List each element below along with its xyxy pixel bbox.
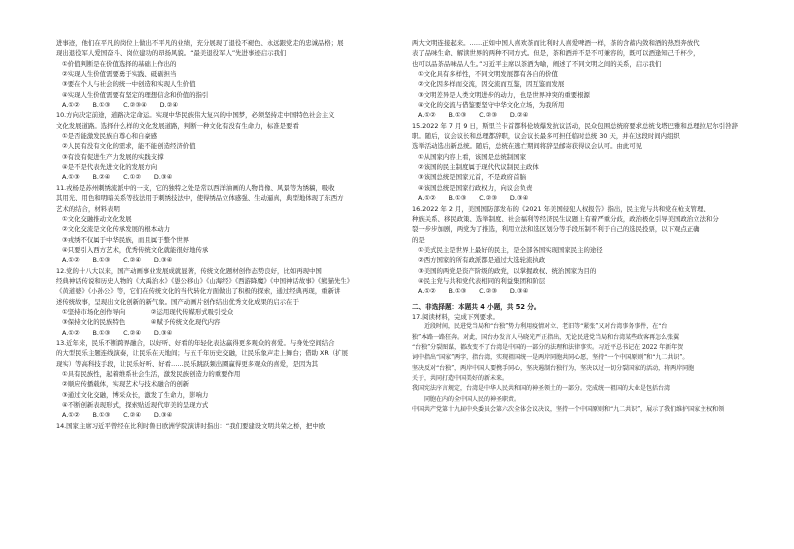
material-text: 近段时间，民进党当局和“台独”势力利用疫情对立、老旧等“紧张”又对台湾事务事件，在“台 [424, 323, 668, 331]
option-line: ④不断创新表现形式，探索贴近现代审美的呈现方式 [62, 401, 209, 410]
option-line: ②西方国家的所有政派都是通过大选轮流执政 [418, 256, 546, 265]
material-text: 关于，共同打造中国美好的新未来。 [412, 375, 509, 382]
option-line: ①坚持市场化创作导向 ②运用现代传媒形式吸引受众 [62, 307, 234, 316]
section-heading: 二、非选择题：本题共 4 小题，共 52 分。 [412, 302, 541, 311]
text-line: 也可以品茶品味品人生。”习近平主席以茶酒为喻，阐述了不同文明之间的关系，启示我们 [412, 59, 662, 68]
material-text: 我国宪法序言规定，台湾是中华人民共和国的神圣领土的一部分。完成统一祖国的大业是包括台湾 [412, 385, 671, 393]
material-text: “台独”分裂图谋，都改变不了台湾是中国的一部分的法理和法律事实。习近平总书记在 2022 年新年贺 [412, 343, 684, 351]
material-text: 坚决反对“台独”，两岸中国人要携手同心，坚决遏制台独行为，坚决以过一切分裂国家的活动，将两岸同胞 [412, 364, 695, 372]
option-line: ①是否能激发民族自尊心和自豪感 [62, 132, 158, 141]
option-line: ①文化具有多样性，不同文明发展都有各自的价值 [418, 70, 558, 79]
answer-choices: A.①② B.①③ C.②④ D.③④ [62, 256, 173, 265]
text-line: 的大型民乐主题连线演奏，让民乐在天地间；与五千年历史交融，让民乐象声走上舞台；借助 XR（扩展 [56, 349, 349, 358]
option-line: ②该国的民主制度属于现代代议制民主政体 [418, 163, 539, 172]
text-line: 选举活动选出新总统。随后，总统在逃亡期间将辞呈邮寄获得议会认可。由此可见 [412, 142, 643, 151]
text-line: 职。随后，议会议长和总理都辞职，议会议长最多可担任临时总统 30 天，并在这段时间内组织 [412, 132, 680, 141]
option-line: ①文化交融推动文化发展 [62, 214, 132, 223]
text-line: 的是 [412, 235, 425, 244]
text-line: 裂一步步加剧，两党为了推选，利用立法和选区划分等手段压制不利于自己的选民投票，以下观点正确 [412, 225, 700, 234]
option-line: ④该国总统是国家行政权力，向议会负责 [418, 183, 533, 192]
option-line: ④只要引入西方艺术，优秀传统文化就能很好地传承 [62, 245, 209, 254]
question-line: 14.国家主席习近平曾经在比利时鲁日欧洲学院演讲时指出：“我们要建设文明共荣之桥，把中欧 [56, 421, 326, 430]
option-line: ③要在个人与社会的统一中创造和实现人生价值 [62, 80, 196, 89]
option-line: ②顺应传播载体，实现艺术与技术融合的创新 [62, 380, 190, 389]
option-line: ②文化交流是文化传承发展的根本动力 [62, 225, 170, 234]
option-line: ②实现人生价值需要勇于实践、砥砺担当 [62, 70, 177, 79]
option-line: ②人民有没有文化的需求，能不能创造经济价值 [62, 142, 196, 151]
text-line: 现出退役军人爱国奋斗、岗位建功的昂扬风貌。“最美退役军人”先进事迹启示我们 [56, 49, 287, 58]
question-line: 13.近年来，民乐不断跨界融合，以好听、好看的年轻化表达赢得更多观众的喜爱。与身处空间结合 [56, 338, 335, 347]
option-line: ③保持文化的民族特色 ④赋予传统文化现代内容 [62, 318, 221, 327]
text-line: 两大文明连接起来。……正如中国人喜欢茶而比利时人喜爱啤酒一样，茶的含蓄内敛和酒的热烈奔放代 [412, 39, 700, 47]
option-line: ①美式民主是世界上最好的民主，是全部各国实现国家民主的途径 [418, 245, 603, 254]
text-line: 述传统故事，呈现出文化创新的新气象。国产动画片创作结出优秀文化成果的启示在于 [56, 297, 299, 306]
material-text: 中国共产党第十九届中央委员会第六次全体会议决议，坚持一个中国原则和“九二共识”，展示了我们维护国家主权和领 [412, 406, 725, 414]
answer-choices: A.①② B.①③ C.②③ D.③④ [418, 194, 529, 203]
answer-choices: A.①② B.①③ C.②④ D.③④ [62, 328, 173, 337]
question-line: 12.党的十八大以来，国产动画事业发展成就显著，传统文化题材创作态势良好，比如再现中国 [56, 266, 322, 275]
question-line: 17.阅读材料，完成下列要求。 [412, 312, 499, 321]
option-line: ③有没有促进生产力发展的实践支撑 [62, 152, 164, 161]
option-line: ③戎绣不仅属于中华民族，而且属于整个世界 [62, 235, 190, 244]
option-line: ④民主党与共和党代表相同的利益集团和阶层 [418, 276, 546, 285]
option-line: ④文化的交流与借鉴要坚守中华文化立场，为我所用 [418, 101, 565, 110]
text-line: 经典神话传说和历史人物的《大禹治水》《愚公移山》《山海经》《西游降魔》《中国神话故事》《熊猫先生》 [56, 276, 354, 285]
answer-choices: A.①② B.①③ C.②③④ D.②④ [62, 101, 179, 110]
material-text: 词中指出“国家”两字，指台湾，实现祖国统一是两岸同胞共同心愿，坚持“一个中国原则”和“九二共识”。 [412, 354, 689, 362]
option-line: ①具有民族性，起着维系社会生活，激发民族创造力的重要作用 [62, 370, 241, 378]
text-line: 现实）等高科技手段，让民乐好听、好看……民乐跳跃频出圈赢得更多观众的喜爱，是因为其 [56, 359, 319, 368]
right-column [412, 38, 758, 415]
answer-choices: A.①② B.①③ C.②③ D.②④ [418, 111, 529, 120]
text-line: 艺术的结合，材料表明 [56, 204, 120, 213]
text-line: 《黄道婆》《小孙公》等，它们在传统文化的当代转化方面做出了积极的探索，通过经典再现，重新讲 [56, 287, 341, 296]
option-line: ③美国的两党是资产阶级的政党，以掌握政权、统治国家为目的 [418, 266, 597, 275]
material-text: 同胞在内的全中国人民的神圣职责。 [424, 395, 521, 403]
option-line: ④实现人生价值需要有坚定的理想信念和价值的指引 [62, 90, 209, 99]
material-text: 独”本路一路狂奔。对此，国台办发言人马晓光严正指出，无论民进党当局和台湾某些政客再怎么张翼 [412, 333, 680, 341]
option-line: ③文明差异是人类文明进步的动力，也是世界冲突的重要根源 [418, 90, 590, 99]
option-line: ③该国总统是国家元首，不是政府首脑 [418, 173, 526, 182]
option-line: ②文化因多样而交流，因交流而互鉴，因互鉴而发展 [418, 80, 565, 89]
answer-choices: A.①③ B.②④ C.①② D.③④ [62, 173, 173, 182]
option-line: ③通过文化交融，博采众长，激发了生命力，影响力 [62, 390, 209, 399]
option-line: ①价值判断是在价值选择的基础上作出的 [62, 59, 177, 68]
text-line: 其用光、用色和明暗关系等技法用于刺绣技法中，使得绣品立体感强、生动逼真，典型地体现了东西方 [56, 194, 344, 203]
text-line: 表了品味生命、解读世界的两种不同方式。但是，茶和酒并不是不可兼容的，既可以酒逢知己千杯少， [412, 49, 700, 58]
answer-choices: A.①② B.①③ C.②④ D.③④ [62, 411, 173, 420]
question-line: 11.戎杨是苏州刺绣流派中的一支，它的独特之处是常以西洋油画的人物肖像、风景等为绣稿，吸收 [56, 183, 335, 192]
text-line: 种族关系、移民政策、选举制度、社会福利等经济民生议题上有着严重分歧，政治极化引导美国政治立法和分 [412, 214, 719, 223]
option-line: ①从国家内容上看，该国是总统制国家 [418, 152, 526, 161]
answer-choices: A.①② B.①③ C.②③ D.③④ [418, 287, 529, 296]
question-line: 10.方向决定前途，道路决定命运。实现中华民族伟大复兴的中国梦，必须坚持走中国特色社会主义 [56, 111, 335, 120]
text-line: 进事迹，他们在平凡的岗位上做出不平凡的业绩，充分展现了退役不褪色、永远跟党走的忠诚品格；展 [56, 39, 344, 47]
question-line: 15.2022 年 7 月 9 日，斯里兰卡首都科伦坡爆发抗议活动，民众包围总统府要求总统戈塔巴雅和总理拉尼尔引咎辞 [412, 121, 738, 130]
option-line: ④是不是代表先进文化的发展方向 [62, 163, 158, 172]
question-line: 16.2022 年 2 月，美国国防部发布的《2021 年美国侵犯人权报告》指出，民主党与共和党在枪支管理、 [412, 204, 710, 213]
left-column [56, 38, 402, 431]
text-line: 文化发展道路。选择什么样的文化发展道路，判断一种文化有没有生命力，标准是要看 [56, 121, 299, 130]
